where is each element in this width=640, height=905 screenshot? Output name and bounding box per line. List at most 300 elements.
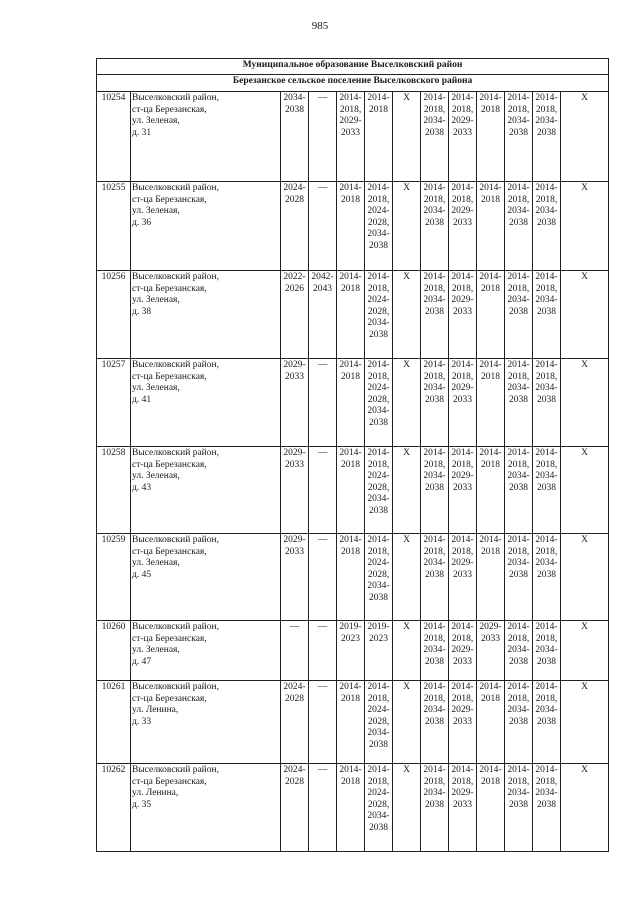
- period-line: 2034-: [535, 206, 558, 217]
- x-mark-cell: [561, 182, 609, 271]
- address-line: ст-ца Березанская,: [132, 693, 207, 704]
- period-line: 2024-: [283, 183, 306, 193]
- address-line: ул. Зеленая,: [132, 558, 180, 569]
- period-line: 2038: [537, 799, 556, 810]
- address-line: д. 47: [132, 656, 152, 667]
- period-line: 2014-: [367, 765, 390, 775]
- period-cell: [533, 764, 561, 852]
- period-line: —: [289, 622, 300, 632]
- period-line: 2029-: [451, 705, 474, 716]
- period-line: 2034-: [367, 494, 390, 505]
- period-line: X: [581, 360, 588, 370]
- period-line: 2014-: [479, 183, 502, 193]
- period-cell: [309, 359, 337, 447]
- x-mark-cell: [561, 447, 609, 534]
- period-line: 2014-: [451, 360, 474, 370]
- address-line: Выселковский район,: [132, 183, 219, 193]
- period-line: 2034-: [423, 383, 446, 394]
- period-cell: [505, 621, 533, 681]
- address-line: Выселковский район,: [132, 448, 219, 458]
- period-cell: [421, 359, 449, 447]
- period-cell: [309, 447, 337, 534]
- period-line: 2038: [425, 394, 444, 405]
- address-cell: [131, 271, 281, 359]
- period-line: 2018,: [507, 104, 530, 115]
- x-mark-cell: [393, 621, 421, 681]
- period-line: 2014-: [535, 682, 558, 692]
- period-line: 2029-: [283, 448, 306, 458]
- period-cell: [505, 92, 533, 182]
- period-line: 2034-: [535, 788, 558, 799]
- period-cell: [449, 182, 477, 271]
- period-line: 2018,: [535, 693, 558, 704]
- period-cell: [449, 534, 477, 621]
- period-line: X: [581, 93, 588, 103]
- period-cell: [533, 681, 561, 764]
- period-cell: [421, 92, 449, 182]
- period-line: 2014-: [339, 360, 362, 370]
- x-mark-cell: [561, 764, 609, 852]
- period-cell: [477, 621, 505, 681]
- period-cell: [421, 534, 449, 621]
- period-line: 2033: [481, 633, 500, 644]
- period-line: 2014-: [423, 765, 446, 775]
- period-line: 2018,: [451, 104, 474, 115]
- period-line: 2033: [453, 127, 472, 138]
- period-line: 2018,: [423, 693, 446, 704]
- period-line: 2038: [537, 482, 556, 493]
- period-line: 2018,: [367, 371, 390, 382]
- period-line: 2034-: [535, 705, 558, 716]
- period-line: 2018: [341, 459, 360, 470]
- period-line: 2028,: [367, 569, 390, 580]
- period-line: 2014-: [451, 682, 474, 692]
- address-line: ст-ца Березанская,: [132, 459, 207, 470]
- period-line: —: [317, 93, 328, 103]
- period-line: 2014-: [507, 682, 530, 692]
- period-line: X: [581, 682, 588, 692]
- period-line: 2018,: [535, 104, 558, 115]
- period-line: 2034-: [535, 295, 558, 306]
- period-cell: [337, 764, 365, 852]
- period-cell: [477, 182, 505, 271]
- address-line: д. 38: [132, 306, 152, 317]
- x-mark-cell: [393, 359, 421, 447]
- period-line: 2024-: [367, 295, 390, 306]
- record-number: 10258: [97, 447, 131, 534]
- period-cell: [281, 271, 309, 359]
- period-line: 2018,: [535, 633, 558, 644]
- period-cell: [281, 359, 309, 447]
- period-line: 2038: [537, 217, 556, 228]
- period-line: 2018,: [507, 194, 530, 205]
- settlement-header: Березанское сельское поселение Выселковского района: [97, 75, 609, 92]
- period-line: 2038: [369, 240, 388, 251]
- period-line: 2014-: [507, 183, 530, 193]
- period-line: —: [317, 360, 328, 370]
- period-line: 2018: [341, 194, 360, 205]
- table-row: [97, 447, 609, 534]
- period-line: 2042-: [311, 272, 334, 282]
- period-line: 2018,: [423, 283, 446, 294]
- period-line: 2038: [509, 217, 528, 228]
- period-line: 2038: [369, 739, 388, 750]
- period-line: 2034-: [367, 229, 390, 240]
- address-line: ул. Зеленая,: [132, 116, 180, 127]
- record-number: 10260: [97, 621, 131, 681]
- period-line: 2014-: [479, 272, 502, 282]
- period-cell: [365, 92, 393, 182]
- table-row: [97, 271, 609, 359]
- period-cell: [477, 447, 505, 534]
- period-line: 2014-: [367, 535, 390, 545]
- period-line: 2014-: [339, 682, 362, 692]
- address-line: ул. Зеленая,: [132, 295, 180, 306]
- period-line: 2038: [425, 217, 444, 228]
- period-line: 2024-: [367, 206, 390, 217]
- period-cell: [533, 271, 561, 359]
- period-cell: [421, 764, 449, 852]
- municipality-header: Муниципальное образование Выселковский район: [97, 59, 609, 75]
- header-row-settlement: [97, 75, 609, 92]
- period-line: 2034-: [423, 558, 446, 569]
- period-line: 2033: [453, 716, 472, 727]
- period-cell: [449, 92, 477, 182]
- period-line: 2018,: [367, 194, 390, 205]
- period-line: 2014-: [507, 272, 530, 282]
- period-line: 2022-: [283, 272, 306, 282]
- period-line: X: [581, 535, 588, 545]
- period-line: 2034-: [507, 295, 530, 306]
- period-line: 2033: [453, 656, 472, 667]
- period-line: 2034-: [535, 383, 558, 394]
- period-cell: [309, 764, 337, 852]
- x-mark-cell: [561, 681, 609, 764]
- period-line: 2018: [481, 546, 500, 557]
- period-line: 2018: [341, 546, 360, 557]
- period-line: 2034-: [423, 295, 446, 306]
- period-cell: [365, 447, 393, 534]
- address-line: д. 45: [132, 569, 152, 580]
- period-line: 2033: [285, 459, 304, 470]
- period-line: 2014-: [451, 448, 474, 458]
- period-line: 2014-: [507, 93, 530, 103]
- x-mark-cell: [393, 447, 421, 534]
- address-cell: [131, 534, 281, 621]
- address-line: ул. Ленина,: [132, 788, 179, 799]
- period-line: —: [317, 682, 328, 692]
- address-line: д. 43: [132, 482, 152, 493]
- address-line: ул. Зеленая,: [132, 206, 180, 217]
- period-line: 2018,: [423, 546, 446, 557]
- x-mark-cell: [393, 92, 421, 182]
- period-line: 2038: [509, 127, 528, 138]
- record-number: 10262: [97, 764, 131, 852]
- address-line: ст-ца Березанская,: [132, 371, 207, 382]
- period-cell: [449, 271, 477, 359]
- period-line: 2034-: [507, 788, 530, 799]
- period-line: 2018,: [451, 194, 474, 205]
- period-line: 2024-: [367, 558, 390, 569]
- period-line: 2018,: [507, 371, 530, 382]
- period-line: 2014-: [423, 360, 446, 370]
- period-line: X: [403, 765, 410, 775]
- period-line: 2014-: [451, 622, 474, 632]
- period-cell: [309, 681, 337, 764]
- period-cell: [365, 681, 393, 764]
- period-cell: [337, 359, 365, 447]
- period-line: 2014-: [423, 183, 446, 193]
- period-cell: [449, 681, 477, 764]
- period-line: 2023: [369, 633, 388, 644]
- period-line: 2028,: [367, 716, 390, 727]
- period-line: 2034-: [423, 705, 446, 716]
- period-line: 2038: [425, 799, 444, 810]
- period-line: 2018,: [367, 693, 390, 704]
- period-cell: [421, 681, 449, 764]
- period-line: 2033: [453, 217, 472, 228]
- address-cell: [131, 681, 281, 764]
- address-line: Выселковский район,: [132, 360, 219, 370]
- period-line: 2038: [537, 716, 556, 727]
- address-line: ст-ца Березанская,: [132, 776, 207, 787]
- period-line: 2033: [285, 546, 304, 557]
- address-line: д. 33: [132, 716, 152, 727]
- period-line: 2029-: [451, 116, 474, 127]
- period-line: 2014-: [535, 622, 558, 632]
- period-line: 2034-: [423, 788, 446, 799]
- period-line: 2028: [285, 693, 304, 704]
- period-line: 2029-: [451, 788, 474, 799]
- period-line: 2029-: [283, 360, 306, 370]
- address-line: ст-ца Березанская,: [132, 283, 207, 294]
- x-mark-cell: [393, 764, 421, 852]
- period-line: 2014-: [339, 272, 362, 282]
- period-line: 2033: [453, 394, 472, 405]
- period-line: 2014-: [479, 448, 502, 458]
- period-line: 2033: [453, 482, 472, 493]
- x-mark-cell: [393, 182, 421, 271]
- period-line: 2014-: [535, 93, 558, 103]
- period-line: 2014-: [423, 93, 446, 103]
- period-line: 2018,: [535, 283, 558, 294]
- period-line: 2033: [341, 127, 360, 138]
- period-line: 2018: [481, 194, 500, 205]
- address-cell: [131, 359, 281, 447]
- period-line: 2018,: [339, 104, 362, 115]
- period-line: 2018,: [535, 776, 558, 787]
- period-line: 2034-: [535, 645, 558, 656]
- period-line: 2018,: [423, 194, 446, 205]
- period-line: 2018,: [535, 371, 558, 382]
- period-line: 2018: [481, 459, 500, 470]
- period-line: 2018,: [507, 693, 530, 704]
- period-line: 2034-: [367, 811, 390, 822]
- schedule-table: [96, 58, 609, 852]
- period-line: 2034-: [507, 116, 530, 127]
- table-row: [97, 359, 609, 447]
- period-line: 2038: [425, 482, 444, 493]
- period-line: 2038: [509, 306, 528, 317]
- period-line: 2038: [509, 656, 528, 667]
- page-number: 985: [311, 20, 329, 32]
- address-line: ул. Зеленая,: [132, 645, 180, 656]
- period-line: 2014-: [451, 93, 474, 103]
- period-line: 2014-: [507, 622, 530, 632]
- record-number: 10259: [97, 534, 131, 621]
- period-cell: [421, 447, 449, 534]
- period-line: 2018: [481, 371, 500, 382]
- period-line: 2014-: [535, 535, 558, 545]
- period-line: 2018,: [451, 546, 474, 557]
- period-line: 2018,: [367, 283, 390, 294]
- period-line: 2014-: [339, 448, 362, 458]
- address-cell: [131, 764, 281, 852]
- period-line: 2034-: [507, 206, 530, 217]
- period-line: 2018: [481, 283, 500, 294]
- period-line: 2038: [537, 394, 556, 405]
- period-line: 2014-: [423, 622, 446, 632]
- period-cell: [365, 271, 393, 359]
- period-line: 2018,: [535, 546, 558, 557]
- period-line: 2018,: [367, 459, 390, 470]
- period-line: 2018: [341, 693, 360, 704]
- table-row: [97, 534, 609, 621]
- period-line: 2018,: [423, 371, 446, 382]
- period-line: 2034-: [507, 705, 530, 716]
- period-cell: [337, 182, 365, 271]
- period-line: 2018,: [451, 283, 474, 294]
- period-line: 2038: [509, 394, 528, 405]
- address-line: д. 41: [132, 394, 152, 405]
- period-line: 2018: [369, 104, 388, 115]
- period-line: 2024-: [367, 383, 390, 394]
- x-mark-cell: [561, 92, 609, 182]
- period-line: 2034-: [283, 93, 306, 103]
- period-cell: [337, 92, 365, 182]
- period-line: X: [403, 622, 410, 632]
- period-cell: [533, 534, 561, 621]
- period-cell: [477, 764, 505, 852]
- period-line: 2014-: [339, 765, 362, 775]
- period-line: 2038: [369, 505, 388, 516]
- period-line: X: [581, 272, 588, 282]
- period-cell: [505, 534, 533, 621]
- address-line: ул. Зеленая,: [132, 471, 180, 482]
- period-line: 2014-: [479, 360, 502, 370]
- period-line: 2034-: [423, 206, 446, 217]
- period-cell: [533, 359, 561, 447]
- period-line: X: [581, 448, 588, 458]
- table-row: [97, 182, 609, 271]
- period-cell: [281, 92, 309, 182]
- period-cell: [337, 621, 365, 681]
- period-line: 2014-: [423, 682, 446, 692]
- address-cell: [131, 182, 281, 271]
- address-cell: [131, 447, 281, 534]
- x-mark-cell: [393, 534, 421, 621]
- period-line: 2014-: [339, 93, 362, 103]
- period-line: 2014-: [423, 448, 446, 458]
- period-line: 2014-: [367, 183, 390, 193]
- period-cell: [477, 359, 505, 447]
- period-line: 2034-: [535, 558, 558, 569]
- period-line: 2014-: [479, 535, 502, 545]
- period-line: 2038: [425, 306, 444, 317]
- period-line: 2028: [285, 776, 304, 787]
- period-line: 2014-: [423, 272, 446, 282]
- period-cell: [533, 621, 561, 681]
- period-line: 2014-: [339, 535, 362, 545]
- x-mark-cell: [561, 271, 609, 359]
- address-line: ул. Ленина,: [132, 705, 179, 716]
- period-line: 2028,: [367, 394, 390, 405]
- period-line: 2038: [369, 822, 388, 833]
- period-line: 2038: [425, 656, 444, 667]
- x-mark-cell: [561, 534, 609, 621]
- address-cell: [131, 92, 281, 182]
- period-cell: [281, 447, 309, 534]
- period-line: 2014-: [423, 535, 446, 545]
- period-line: 2034-: [367, 318, 390, 329]
- period-line: 2014-: [535, 360, 558, 370]
- table-row: [97, 681, 609, 764]
- period-cell: [337, 447, 365, 534]
- address-line: д. 31: [132, 127, 152, 138]
- period-line: X: [581, 622, 588, 632]
- period-line: 2018,: [423, 104, 446, 115]
- period-line: 2026: [285, 283, 304, 294]
- period-cell: [477, 534, 505, 621]
- period-line: 2014-: [507, 765, 530, 775]
- address-line: Выселковский район,: [132, 622, 219, 632]
- address-line: ст-ца Березанская,: [132, 104, 207, 115]
- address-line: д. 35: [132, 799, 152, 810]
- period-line: 2034-: [367, 728, 390, 739]
- x-mark-cell: [561, 359, 609, 447]
- period-line: X: [403, 535, 410, 545]
- period-line: 2024-: [367, 705, 390, 716]
- address-line: Выселковский район,: [132, 272, 219, 282]
- period-line: 2034-: [507, 645, 530, 656]
- period-line: 2014-: [367, 360, 390, 370]
- period-line: 2038: [537, 569, 556, 580]
- period-line: 2029-: [339, 116, 362, 127]
- x-mark-cell: [393, 271, 421, 359]
- period-line: 2018,: [367, 546, 390, 557]
- period-cell: [365, 764, 393, 852]
- period-line: 2028,: [367, 306, 390, 317]
- period-line: 2029-: [451, 558, 474, 569]
- period-cell: [505, 764, 533, 852]
- period-cell: [281, 534, 309, 621]
- period-cell: [337, 271, 365, 359]
- period-line: 2038: [509, 716, 528, 727]
- period-cell: [505, 681, 533, 764]
- period-line: 2033: [453, 569, 472, 580]
- period-line: 2014-: [451, 765, 474, 775]
- period-line: 2014-: [367, 93, 390, 103]
- period-line: 2014-: [535, 272, 558, 282]
- period-line: 2014-: [451, 272, 474, 282]
- period-line: 2038: [285, 104, 304, 115]
- period-line: 2038: [369, 329, 388, 340]
- period-cell: [421, 271, 449, 359]
- period-line: 2038: [537, 656, 556, 667]
- period-cell: [281, 764, 309, 852]
- record-number: 10256: [97, 271, 131, 359]
- period-line: 2038: [425, 127, 444, 138]
